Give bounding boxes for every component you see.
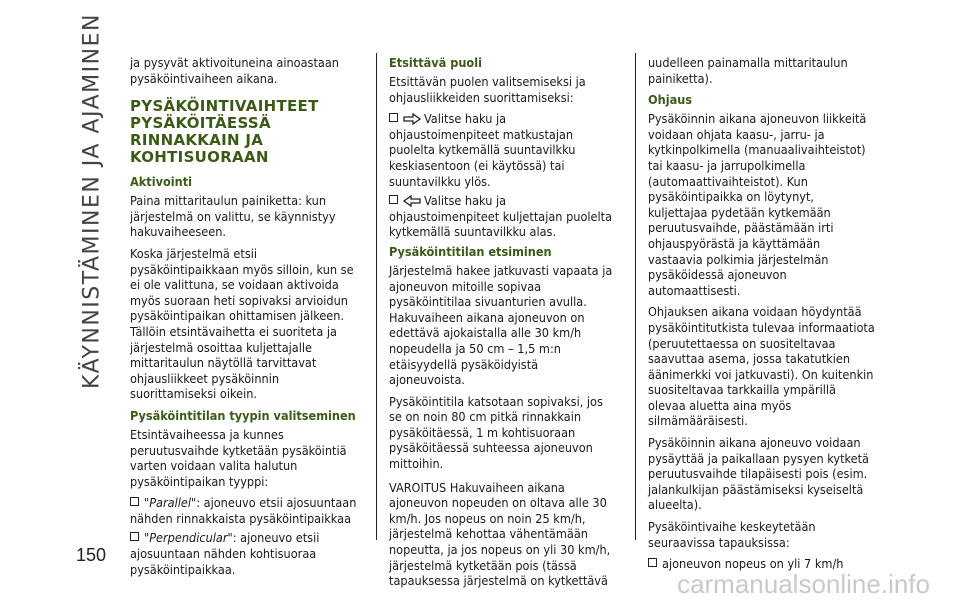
- list-item-text: Valitse haku ja ohjaustoimenpiteet matkustajan puolelta kytkemällä suuntavilkku keskiasentoon (ei käytössä) tai suuntavilkku ylös.: [389, 111, 576, 189]
- column-1: [130, 55, 358, 581]
- watermark: carmanualsonline.info: [677, 569, 930, 599]
- column-2: [389, 55, 617, 595]
- bullet-box-icon: [389, 113, 398, 122]
- paragraph: Etsintävaiheessa ja kunnes peruutusvaihde kytketään pysäköintiä varten voidaan valita halutun pysäköintipaikan tyyppi:: [130, 426, 347, 489]
- bullet-box-icon: [130, 497, 139, 506]
- column-divider: [376, 53, 377, 540]
- bullet-box-icon: [389, 195, 398, 204]
- paragraph: Pysäköintivaihe keskeytetään seuraavissa tapauksissa:: [648, 519, 816, 550]
- subheading-etsinta: Pysäköintitilan etsiminen: [389, 243, 552, 259]
- turn-signal-left-icon: [403, 195, 421, 207]
- chapter-side-title: [72, 13, 112, 389]
- paragraph: Järjestelmä hakee jatkuvasti vapaata ja ajoneuvon mitoille sopivaa pysäköintitilaa sivuanturien avulla. Hakuvaiheen aikana ajoneuvon on edettävä ajokaistalla alle 30 km/h nopeudella ja 50 cm – 1,5 m:n etäisyydellä pysäköidyistä ajoneuvoista.: [389, 262, 613, 388]
- list-item: "Parallel": ajoneuvo etsii ajosuuntaan nähden rinnakkaista pysäköintipaikkaa: [130, 495, 357, 526]
- column-3: [648, 55, 876, 576]
- term-parallel: Parallel: [149, 495, 192, 511]
- paragraph: Pysäköinnin aikana ajoneuvon liikkeitä voidaan ohjata kaasu-, jarru- ja kytkinpolkimella (manuaalivaihteistot) tai kaasu- ja jarrupolkimella (automaattivaihteistot). Kun pysäköintipaikka on löytynyt, kuljettajaa pydetään kytkemään peruutusvaihde, päästämään irti ohjauspyörästä ja käyttämään vastaavia polkimia järjestelmän pysäköidessä ajoneuvon automaattisesti.: [648, 111, 867, 298]
- section-heading: PYSÄKÖINTIVAIHTEET PYSÄKÖITÄESSÄ RINNAKKAIN JA KOHTISUORAAN: [130, 97, 319, 167]
- turn-signal-right-icon: [403, 113, 421, 125]
- subheading-tyyppi: Pysäköintitilan tyypin valitseminen: [130, 407, 356, 423]
- paragraph: Koska järjestelmä etsii pysäköintipaikkaan myös silloin, kun se ei ole valittuna, se voidaan aktivoida myös suoraan heti sopivaksi arvioidun pysäköintipaikan ohittamisen jälkeen. Tällöin etsintävaihetta ei suoriteta ja järjestelmä osoittaa kuljettajalle mittaritaulun näytöllä tarvittavat ohjausliikkeet pysäköinnin suorittamiseksi oikein.: [130, 245, 354, 402]
- chapter-title-text: KÄYNNISTÄMINEN JA AJAMINEN: [79, 13, 105, 389]
- list-item-text: Valitse haku ja ohjaustoimenpiteet kuljettajan puolelta kytkemällä suuntavilkku alas.: [389, 193, 613, 240]
- subheading-aktivointi: Aktivointi: [130, 174, 193, 190]
- list-item: "Perpendicular": ajoneuvo etsii ajosuuntaan nähden kohtisuoraa pysäköintipaikkaa.: [130, 530, 320, 577]
- bullet-box-icon: [648, 558, 657, 567]
- bullet-box-icon: [130, 532, 139, 541]
- paragraph: Pysäköintitila katsotaan sopivaksi, jos se on noin 80 cm pitkä rinnakkain pysäköitäessä, 1 m kohtisuoraan pysäköitäessä suhteessa ajoneuvon mittoihin.: [389, 393, 603, 472]
- intro-paragraph: ja pysyvät aktivoituneina ainoastaan pysäköintivaiheen aikana.: [130, 55, 339, 86]
- list-item: [389, 193, 617, 240]
- list-item-text: ajoneuvon nopeus on yli 7 km/h: [662, 556, 844, 572]
- paragraph: Etsittävän puolen valitsemiseksi ja ohjausliikkeiden suorittamiseksi:: [389, 74, 586, 105]
- paragraph: Paina mittaritaulun painiketta: kun järjestelmä on valittu, se käynnistyy hakuvaiheeseen.: [130, 193, 336, 240]
- term-perpendicular: Perpendicular: [149, 530, 228, 546]
- list-item: [389, 111, 617, 189]
- list-item-text: : ajoneuvo etsii ajosuuntaan nähden rinnakkaista pysäköintipaikkaa: [130, 495, 357, 526]
- warning-paragraph: VAROITUS Hakuvaiheen aikana ajoneuvon nopeuden on oltava alle 30 km/h. Jos nopeus on noin 25 km/h, järjestelmä kehottaa vähentämään nopeutta, ja jos nopeus on yli 30 km/h, järjestelmä kytketään pois (tässä tapauksessa järjestelmä on kytkettävä: [389, 479, 611, 589]
- paragraph: uudelleen painamalla mittaritaulun painiketta).: [648, 55, 848, 86]
- subheading-puoli: Etsittävä puoli: [389, 55, 482, 70]
- paragraph: Pysäköinnin aikana ajoneuvo voidaan pysäyttää ja paikallaan pysyen kytketä peruutusvaihde tilapäisesti pois (esim. jalankulkijan päästämiseksi kyseiseltä alueelta).: [648, 435, 870, 513]
- column-divider: [635, 53, 636, 540]
- list-item-text: : ajoneuvo etsii ajosuuntaan nähden kohtisuoraa pysäköintipaikkaa.: [130, 530, 320, 577]
- paragraph: Ohjauksen aikana voidaan höydyntää pysäköintitutkista tulevaa informaatiota (peruutettaessa on suositeltavaa saavuttaa asema, jossa takatutkien äänimerkki voi jatkuvasti). On kuitenkin suositeltavaa tarkkailla ympärillä olevaa aluetta aina myös silmämääräisesti.: [648, 304, 875, 429]
- page-number: 150: [76, 545, 107, 565]
- subheading-ohjaus: Ohjaus: [648, 92, 693, 108]
